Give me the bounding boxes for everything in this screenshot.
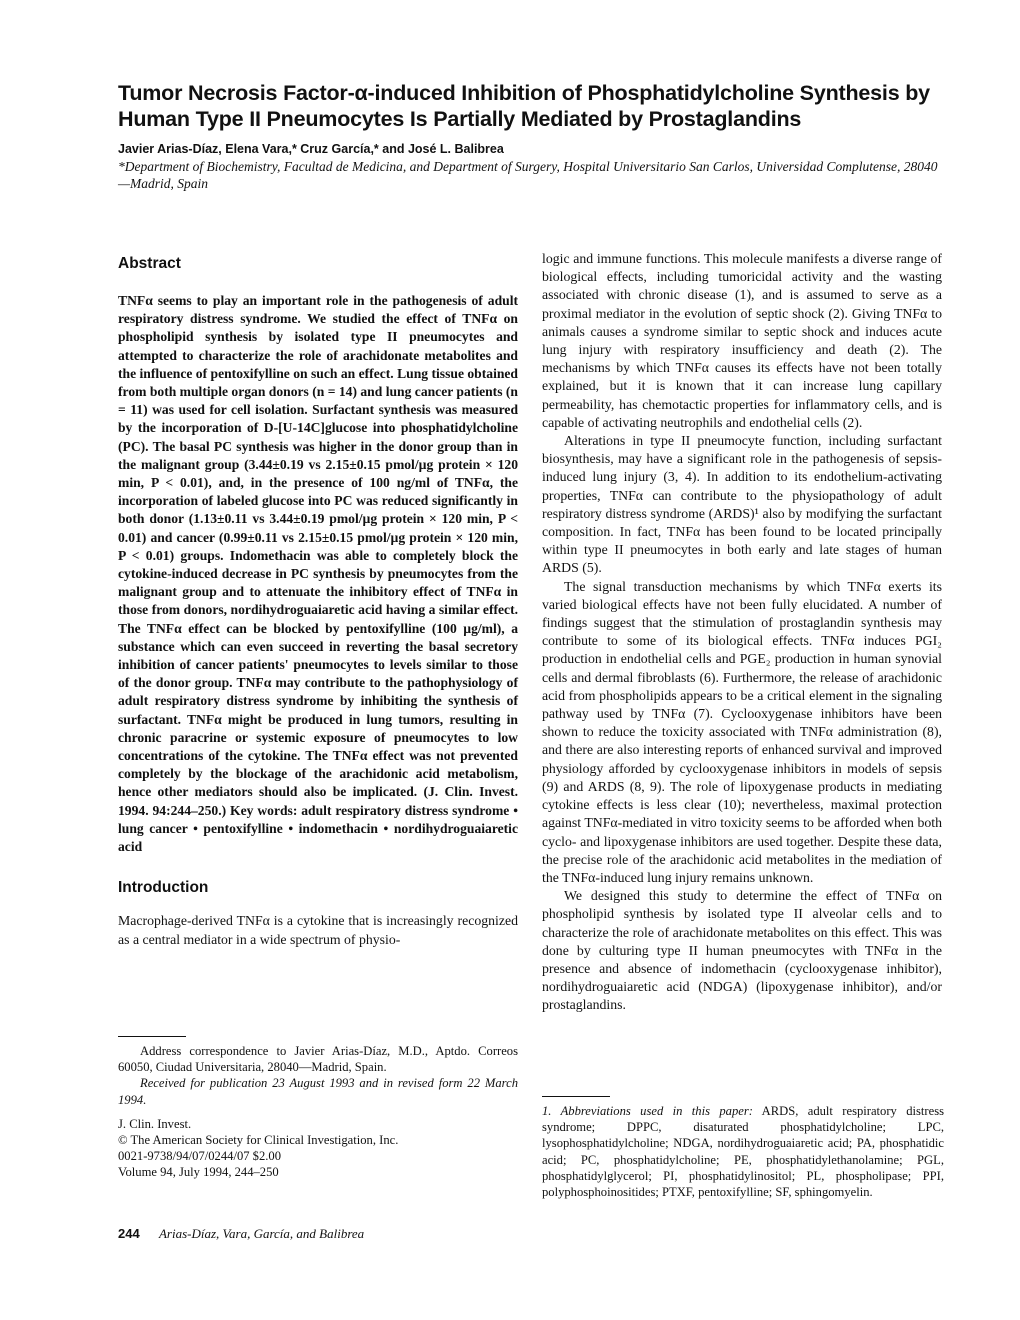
abbreviations-text xyxy=(542,1103,944,1200)
affiliation: *Department of Biochemistry, Facultad de Medicina, and Department of Surgery, Hospital Universitario San Carlos, Universidad Complutense, 28040—Madrid, Spain xyxy=(118,159,938,191)
intro-paragraph-4: We designed this study to determine the effect of TNFα on phospholipid synthesis by isolated type II alveolar cells and to characterize the role of arachidonate metabolites on this effect. This was done by culturing type II human pneumocytes with TNFα in the presence and absence of indomethacin (cyclooxygenase inhibitor), nordihydroguaiaretic acid (NDGA) (lipoxygenase inhibitor), and/or prostaglandins. xyxy=(542,888,942,1013)
intro-paragraph-1-continued: logic and immune functions. This molecule manifests a diverse range of biological effects, including tumoricidal activity and the wasting associated with chronic disease (1), and is assumed to serve as a proximal mediator in the evolution of septic shock (2). Giving TNFα to animals causes a syndrome similar to septic shock and induces acute lung injury with respiratory insufficiency and death (2). The mechanisms by which TNFα causes its effects have not been totally explained, but it is known that it can increase lung capillary permeability, has chemotactic properties for inflammatory cells, and is capable of activating neutrophils and endothelial cells (2). xyxy=(542,251,942,430)
intro-paragraph-1-start: Macrophage-derived TNFα is a cytokine that is increasingly recognized as a central mediator in a wide spectrum of physio- xyxy=(118,913,518,947)
issn-line: 0021-9738/94/07/0244/07 $2.00 xyxy=(118,1149,282,1164)
footnote-rule xyxy=(118,1036,186,1037)
page-footer xyxy=(118,1226,618,1242)
author-list: Javier Arias-Díaz, Elena Vara,* Cruz García,* and José L. Balibrea xyxy=(118,142,504,156)
abbreviations-label: 1. Abbreviations used in this paper: xyxy=(542,1104,753,1118)
introduction-heading: Introduction xyxy=(118,879,209,897)
running-head: Arias-Díaz, Vara, García, and Balibrea xyxy=(158,1226,365,1241)
footnote-rule-right xyxy=(542,1096,610,1097)
abbreviations-list: ARDS, adult respiratory distress syndrome; DPPC, disaturated phosphatidylcholine; LPC, lysophosphatidylcholine; NDGA, nordihydroguaiaretic acid; PA, phosphatidic acid; PC, phosphatidylcholine; PE, phosphatidylethanolamine; PGL, phosphatidylglycerol; PI, phosphatidylinositol; PL, phospholipase; PPI, polyphosphoinositides; PTXF, pentoxifylline; SF, sphingomyelin. xyxy=(542,1104,944,1200)
abstract-text: TNFα seems to play an important role in the pathogenesis of adult respiratory distress syndrome. We studied the effect of TNFα on phospholipid synthesis by isolated type II pneumocytes and attempted to characterize the role of arachidonate metabolites and the influence of pentoxifylline on such an effect. Lung tissue obtained from both multiple organ donors (n = 14) and lung cancer patients (n = 11) was used for cell isolation. Surfactant synthesis was measured by the incorporation of D-[U-14C]glucose into phosphatidylcholine (PC). The basal PC synthesis was higher in the donor group than in the malignant group (3.44±0.19 vs 2.15±0.15 pmol/µg protein × 120 min, P < 0.01), and, in the presence of 100 ng/ml of TNFα, the incorporation of labeled glucose into PC was reduced significantly in both donor (1.13±0.11 vs 3.44±0.19 pmol/µg protein × 120 min, P < 0.01) and cancer (0.99±0.11 vs 2.15±0.15 pmol/µg protein × 120 min, P < 0.01) groups. Indomethacin was able to completely block the cytokine-induced decrease in PC synthesis by pneumocytes from the malignant group and to attenuate the inhibitory effect of TNFα in those from donors, nordihydroguaiaretic acid having a similar effect. The TNFα effect can be blocked by pentoxifylline (100 µg/ml), a substance which can even succeed in reverting the basal secretory inhibition of cancer patients' pneumocytes to levels similar to those of the donor group. TNFα may contribute to the pathophysiology of adult respiratory distress syndrome by inhibiting the synthesis of surfactant. TNFα might be produced in lung tumors, resulting in chronic paracrine or systemic exposure of pneumocytes to low concentrations of the cytokine. The TNFα effect was not prevented completely by the blockage of the arachidonic acid metabolism, hence other mediators should also be implicated. (J. Clin. Invest. 1994. 94:244–250.) Key words: adult respiratory distress syndrome • lung cancer • pentoxifylline • indomethacin • nordihydroguaiaretic acid xyxy=(118,293,518,855)
journal-name: J. Clin. Invest. xyxy=(118,1116,192,1131)
right-column xyxy=(542,250,942,1015)
abbreviations-footnote xyxy=(542,1096,944,1200)
page-number: 244 xyxy=(118,1226,140,1241)
correspondence-footnotes xyxy=(118,1036,518,1181)
article-title: Tumor Necrosis Factor-α-induced Inhibition of Phosphatidylcholine Synthesis by Human Type II Pneumocytes Is Partially Mediated by Prostaglandins xyxy=(118,81,930,131)
received-dates: Received for publication 23 August 1993 and in revised form 22 March 1994. xyxy=(118,1076,518,1107)
intro-paragraph-3: The signal transduction mechanisms by which TNFα exerts its varied biological effects have not been fully elucidated. A number of findings suggest that the stimulation of prostaglandin synthesis may contribute to some of its biological effects. TNFα induces PGI₂ production in endothelial cells and PGE₂ production in human synovial cells and dermal fibroblasts (6). Furthermore, the release of arachidonic acid from phospholipids appears to be a critical element in the signaling pathway used by TNFα (7). Cyclooxygenase inhibitors have been shown to reduce the toxicity associated with TNFα administration (8), and there are also interesting reports of enhanced survival and improved physiology afforded by cyclooxygenase inhibitors in models of sepsis (9) and ARDS (8, 9). The role of lipoxygenase products in mediating cytokine effects is less clear (10); nevertheless, maximal protection against TNFα-mediated in vitro toxicity seems to be afforded when both cyclo- and lipoxygenase inhibitors are used together. Despite these data, the precise role of the arachidonic acid metabolites in the mediation of the TNFα-induced lung injury remains unknown. xyxy=(542,578,942,885)
abstract-heading: Abstract xyxy=(118,255,181,272)
copyright-line: © The American Society for Clinical Investigation, Inc. xyxy=(118,1133,399,1148)
left-column xyxy=(118,250,518,949)
correspondence-address: Address correspondence to Javier Arias-Díaz, M.D., Aptdo. Correos 60050, Ciudad Universitaria, 28040—Madrid, Spain. xyxy=(118,1044,518,1075)
intro-paragraph-2: Alterations in type II pneumocyte function, including surfactant biosynthesis, may have a significant role in the pathogenesis of sepsis-induced lung injury (3, 4). In addition to its endothelium-activating properties, TNFα can contribute to the physiopathology of adult respiratory distress syndrome (ARDS)¹ also by modifying the surfactant composition. In fact, TNFα has been found to be located principally within type II pneumocytes in both early and late stages of human ARDS (5). xyxy=(542,433,942,576)
volume-line: Volume 94, July 1994, 244–250 xyxy=(118,1165,279,1180)
